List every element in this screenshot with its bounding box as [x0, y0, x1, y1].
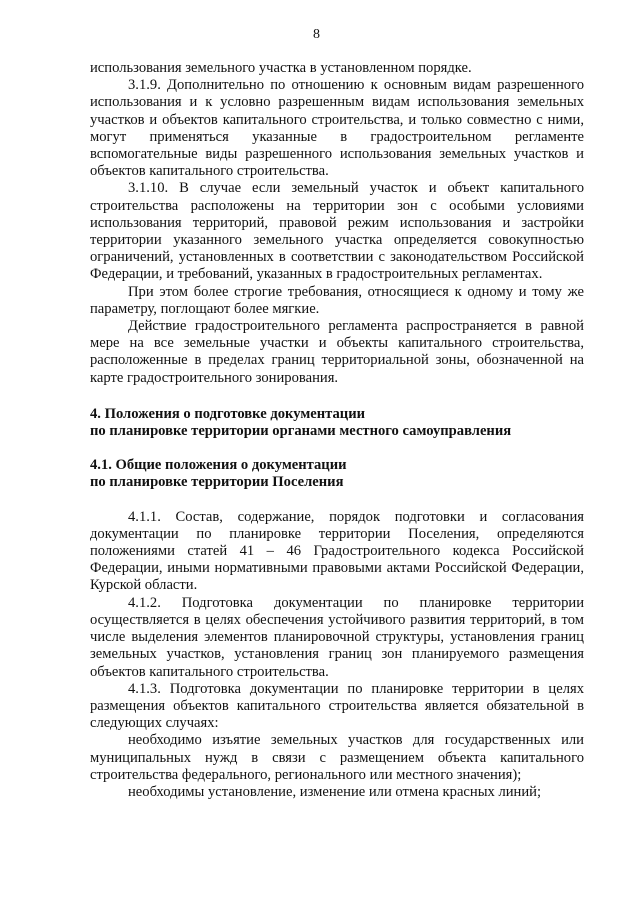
- section-heading-line-2: по планировке территории органами местного самоуправления: [90, 423, 512, 440]
- subsection-heading-line-2: по планировке территории Поселения: [90, 474, 344, 491]
- paragraph-3-1-10: 3.1.10. В случае если земельный участок и объект капитального строительства расположены на территории зон с особыми условиями использования территорий, правовой режим использования и застройки территории указанного земельного участка определяется совокупностью ограничений, установленных в соответствии с законодательством Российской Федерации, и требований, указанных в градостроительных регламентах.: [90, 180, 584, 283]
- page-number: 8: [313, 27, 320, 42]
- paragraph: При этом более строгие требования, относящиеся к одному и тому же параметру, поглощают более мягкие.: [90, 283, 584, 317]
- paragraph: использования земельного участка в установленном порядке.: [90, 60, 472, 76]
- section-heading-line-1: 4. Положения о подготовке документации: [90, 405, 366, 422]
- paragraph-3-1-9: 3.1.9. Дополнительно по отношению к основным видам разрешенного использования и к условно разрешенным видам использования земельных участков и объектов капитального строительства, и только совместно с ними, могут применяться указанные в градостроительном регламенте вспомогательные виды разрешенного использования земельных участков и объектов капитального строительства.: [90, 77, 584, 180]
- document-body: [90, 60, 584, 801]
- paragraph-4-1-2: 4.1.2. Подготовка документации по планировке территории осуществляется в целях обеспечения устойчивого развития территорий, в том числе выделения элементов планировочной структуры, установления границ земельных участков, установления границ зон планируемого размещения объектов капитального строительства.: [90, 594, 584, 680]
- paragraph-4-1-3: 4.1.3. Подготовка документации по планировке территории в целях размещения объектов капитального строительства является обязательной в следующих случаях:: [90, 680, 584, 732]
- list-item: необходимо изъятие земельных участков для государственных или муниципальных нужд в связи с размещением объекта капитального строительства федерального, регионального или местного значения);: [90, 732, 584, 783]
- paragraph-4-1-1: 4.1.1. Состав, содержание, порядок подготовки и согласования документации по планировке территории Поселения, определяются положениями статей 41 – 46 Градостроительного кодекса Российской Федерации, иными нормативными правовыми актами Российской Федерации, Курской области.: [90, 508, 584, 594]
- subsection-heading-line-1: 4.1. Общие положения о документации: [90, 457, 347, 474]
- list-item: необходимы установление, изменение или отмена красных линий;: [128, 783, 542, 800]
- paragraph: Действие градостроительного регламента распространяется в равной мере на все земельные участки и объекты капитального строительства, расположенные в пределах границ территориальной зоны, обозначенной на карте градостроительного зонирования.: [90, 318, 584, 386]
